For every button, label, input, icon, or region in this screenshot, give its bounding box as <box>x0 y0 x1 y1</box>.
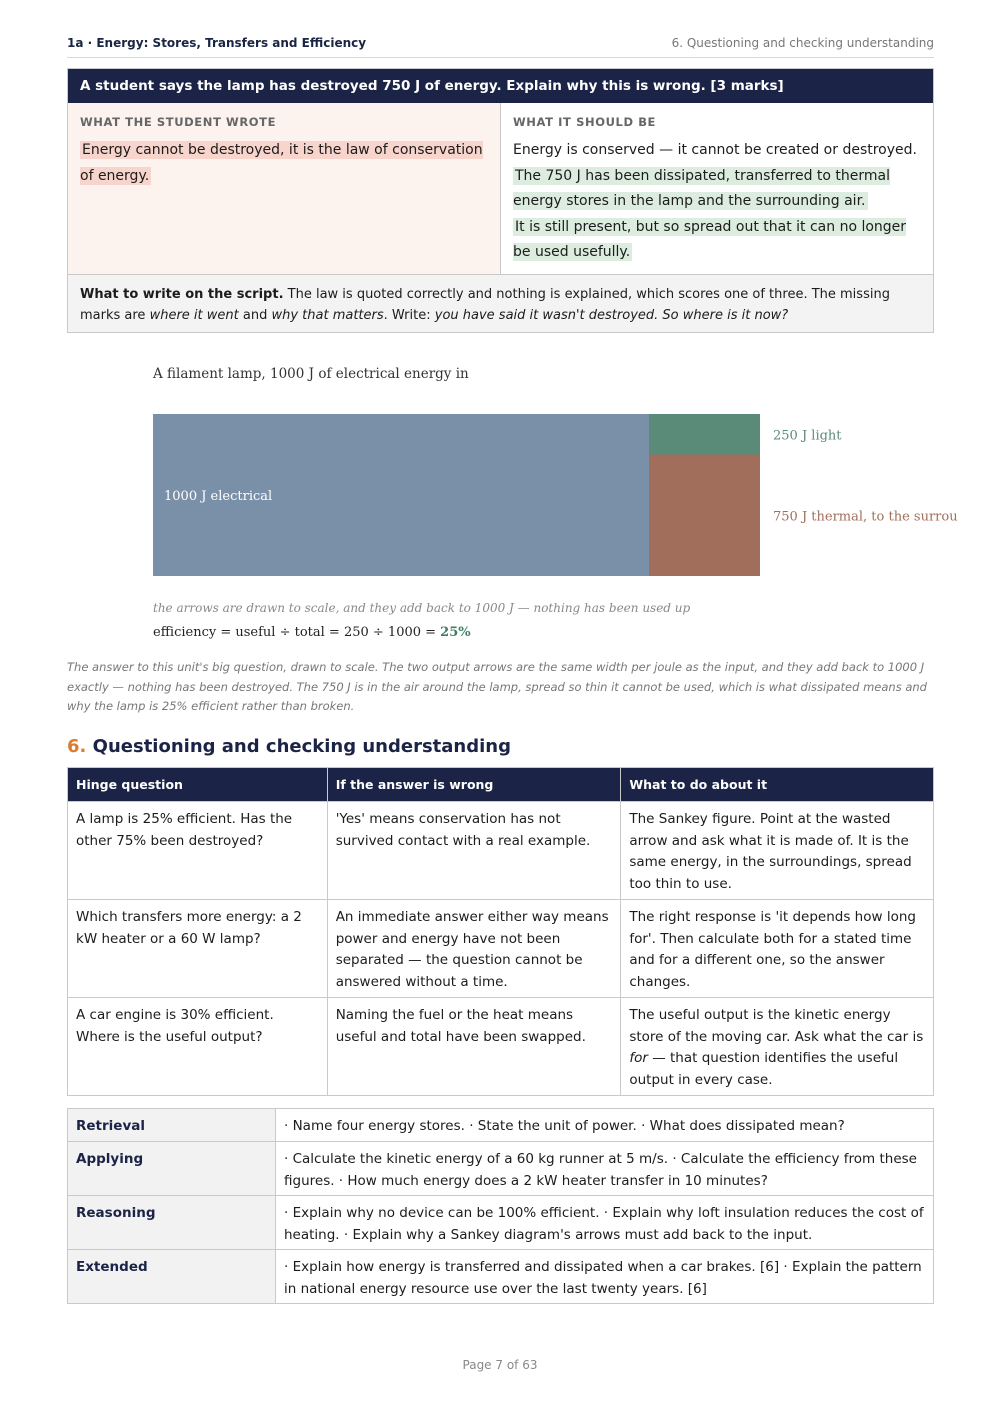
section-title: Questioning and checking understanding <box>92 736 511 757</box>
level-label: Extended <box>68 1250 276 1304</box>
table-cell: The useful output is the kinetic energy store of the moving car. Ask what the car is for — that question identifies the useful output in every case. <box>621 998 934 1096</box>
table-row <box>68 998 934 1096</box>
student-answer-panel <box>68 103 501 274</box>
table-row <box>68 802 934 900</box>
page-number: Page 7 of 63 <box>462 1358 538 1372</box>
misconception-question: A student says the lamp has destroyed 750 J of energy. Explain why this is wrong. [3 marks] <box>68 69 933 103</box>
sankey-figure <box>153 360 958 650</box>
efficiency-value: 25% <box>440 625 471 640</box>
table-cell: A car engine is 30% efficient. Where is the useful output? <box>68 998 328 1096</box>
figure-explanation: The answer to this unit's big question, drawn to scale. The two output arrows are the same width per joule as the input, and they add back to 1000 J exactly — nothing has been destroyed. The 750 J is in the air around the lamp, spread so thin it cannot be used, which is what dissipated means and why the lamp is 25% efficient rather than broken. <box>67 660 927 713</box>
marking-advice-label: What to write on the script. <box>80 287 284 302</box>
section-breadcrumb: 6. Questioning and checking understanding <box>671 36 934 50</box>
table-row <box>68 900 934 998</box>
marking-advice: What to write on the script. The law is quoted correctly and nothing is explained, which scores one of three. The missing marks are where it went and why that matters. Write: you have said it wasn't destroyed. So where is it now? <box>68 275 933 332</box>
section-number: 6. <box>67 736 87 757</box>
level-questions: · Explain how energy is transferred and dissipated when a car brakes. [6] · Explain the pattern in national energy resource use over the last twenty years. [6] <box>276 1250 934 1304</box>
light-label: 250 J light <box>773 428 842 444</box>
table-cell: The Sankey figure. Point at the wasted arrow and ask what it is made of. It is the same energy, in the surroundings, spread too thin to use. <box>621 802 934 900</box>
sankey-diagram <box>153 414 958 576</box>
table-cell: A lamp is 25% efficient. Has the other 75% been destroyed? <box>68 802 328 900</box>
correct-answer-line: The 750 J has been dissipated, transferred to thermal energy stores in the lamp and the surrounding air. <box>513 167 891 209</box>
table-row <box>68 1196 934 1250</box>
misconception-box <box>67 68 934 333</box>
column-header: What to do about it <box>621 768 934 802</box>
figure-caption: the arrows are drawn to scale, and they add back to 1000 J — nothing has been used up <box>153 601 691 615</box>
level-label: Reasoning <box>68 1196 276 1250</box>
level-questions: · Calculate the kinetic energy of a 60 kg runner at 5 m/s. · Calculate the efficiency from these figures. · How much energy does a 2 kW heater transfer in 10 minutes? <box>276 1142 934 1196</box>
level-questions: · Name four energy stores. · State the unit of power. · What does dissipated mean? <box>276 1109 934 1142</box>
correct-answer-line: Energy is conserved — it cannot be created or destroyed. <box>513 142 917 158</box>
student-answer-text: Energy cannot be destroyed, it is the law of conservation of energy. <box>80 142 483 184</box>
hinge-question-table <box>67 767 934 1096</box>
level-label: Applying <box>68 1142 276 1196</box>
unit-title: 1a · Energy: Stores, Transfers and Efficiency <box>67 36 367 50</box>
correct-answer-heading: WHAT IT SHOULD BE <box>513 115 657 129</box>
correct-answer-line: It is still present, but so spread out that it can no longer be used usefully. <box>513 218 907 260</box>
table-cell: Which transfers more energy: a 2 kW heater or a 60 W lamp? <box>68 900 328 998</box>
column-header: If the answer is wrong <box>327 768 621 802</box>
section-heading <box>67 736 511 757</box>
table-cell: An immediate answer either way means power and energy have not been separated — the question cannot be answered without a time. <box>327 900 621 998</box>
student-answer-heading: WHAT THE STUDENT WROTE <box>80 115 277 129</box>
table-cell: 'Yes' means conservation has not survived contact with a real example. <box>327 802 621 900</box>
figure-title: A filament lamp, 1000 J of electrical energy in <box>153 366 469 382</box>
table-row <box>68 1109 934 1142</box>
column-header: Hinge question <box>68 768 328 802</box>
page-header <box>67 36 934 58</box>
table-row <box>68 1142 934 1196</box>
table-cell: Naming the fuel or the heat means useful and total have been swapped. <box>327 998 621 1096</box>
efficiency-calculation: efficiency = useful ÷ total = 250 ÷ 1000 = 25% <box>153 625 471 640</box>
table-cell: The right response is 'it depends how long for'. Then calculate both for a stated time and for a different one, so the answer changes. <box>621 900 934 998</box>
level-questions: · Explain why no device can be 100% efficient. · Explain why loft insulation reduces the cost of heating. · Explain why a Sankey diagram's arrows must add back to the input. <box>276 1196 934 1250</box>
thermal-label: 750 J thermal, to the surrou <box>773 509 958 525</box>
level-label: Retrieval <box>68 1109 276 1142</box>
correct-answer-panel <box>501 103 933 274</box>
thermal-output-arrow <box>649 455 760 577</box>
table-header-row <box>68 768 934 802</box>
input-label: 1000 J electrical <box>164 489 273 504</box>
table-row <box>68 1250 934 1304</box>
light-output-arrow <box>649 414 760 455</box>
question-levels-table <box>67 1108 934 1304</box>
